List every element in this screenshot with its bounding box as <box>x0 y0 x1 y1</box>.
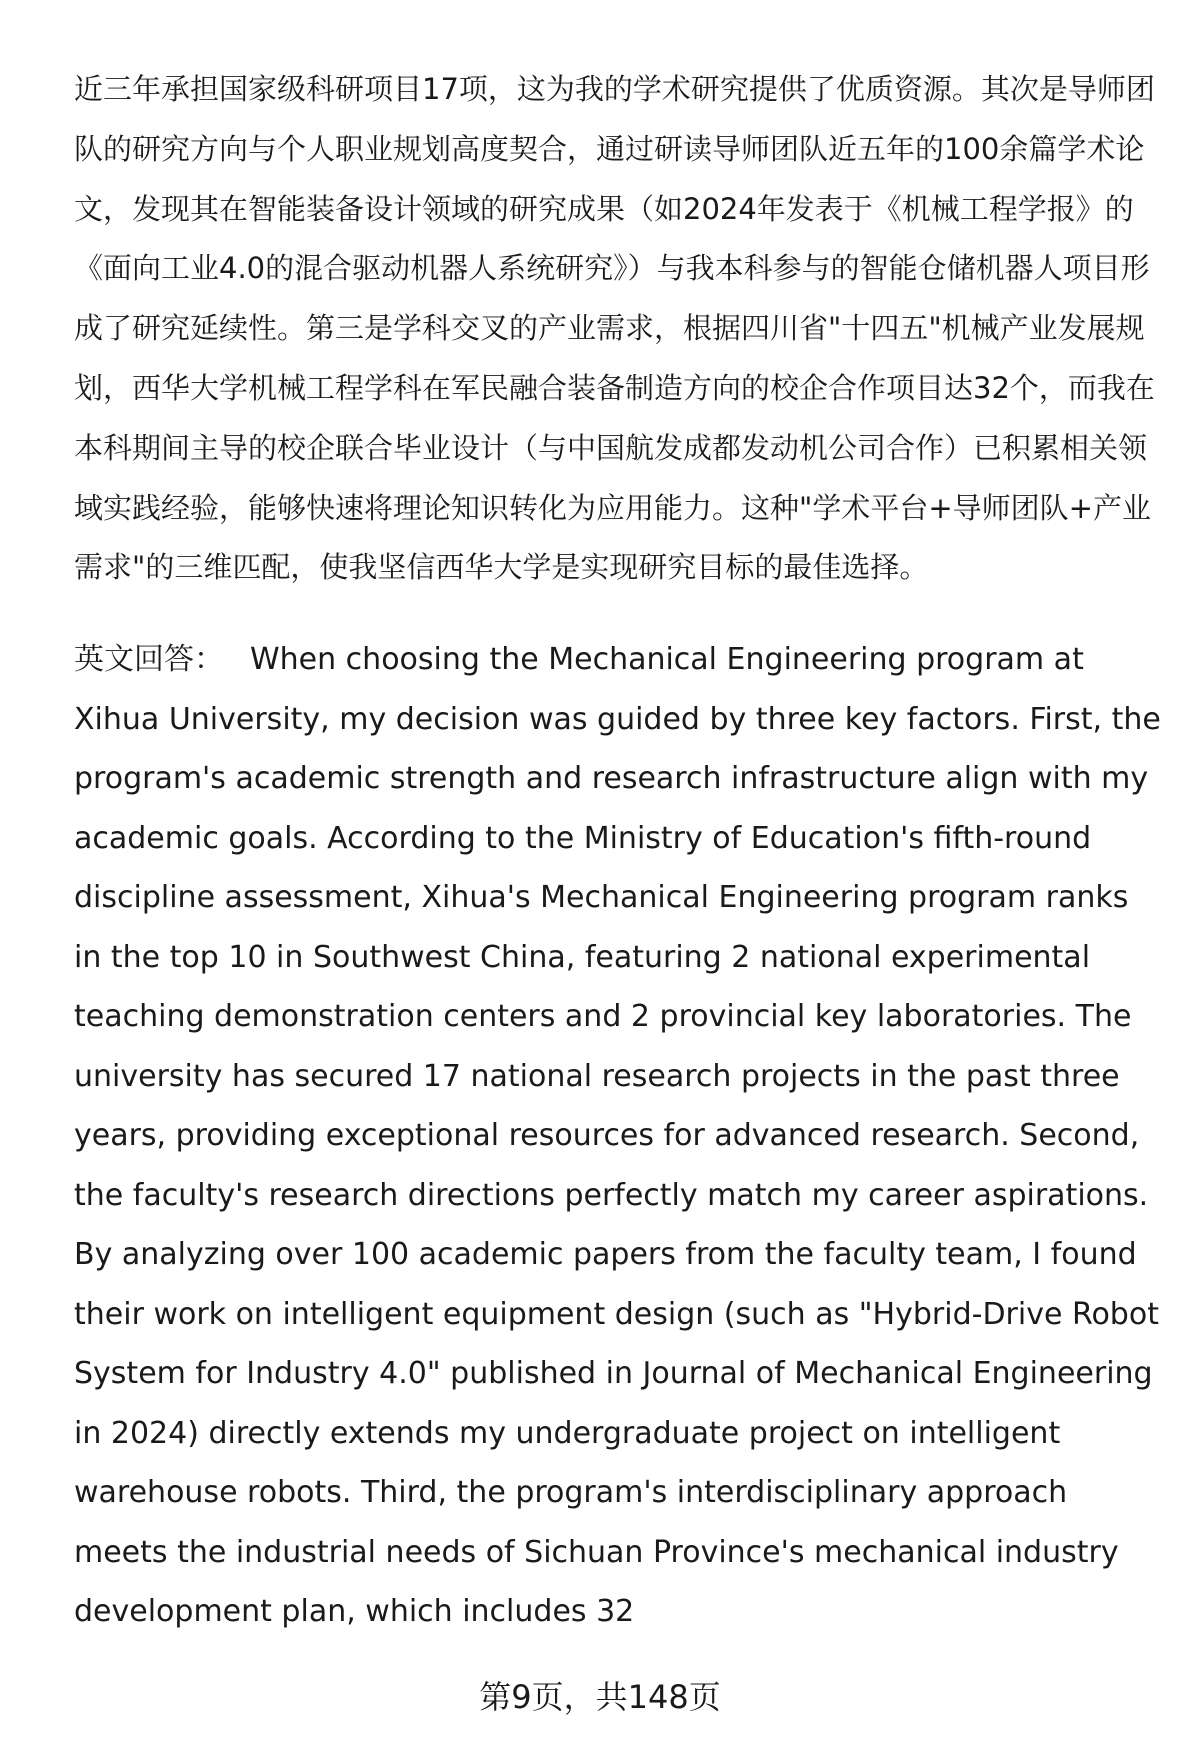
chinese-answer-paragraph: 近三年承担国家级科研项目17项，这为我的学术研究提供了优质资源。其次是导师团队的研究方向与个人职业规划高度契合，通过研读导师团队近五年的100余篇学术论文，发现其在智能装备设计领域的研究成果（如2024年发表于《机械工程学报》的《面向工业4.0的混合驱动机器人系统研究》）与我本科参与的智能仓储机器人项目形成了研究延续性。第三是学科交叉的产业需求，根据四川省"十四五"机械产业发展规划，西华大学机械工程学科在军民融合装备制造方向的校企合作项目达32个，而我在本科期间主导的校企联合毕业设计（与中国航发成都发动机公司合作）已积累相关领域实践经验，能够快速将理论知识转化为应用能力。这种"学术平台+导师团队+产业需求"的三维匹配，使我坚信西华大学是实现研究目标的最佳选择。 <box>74 72 1155 585</box>
english-answer-label: 英文回答： <box>74 642 224 678</box>
page-number-footer: 第9页，共148页 <box>479 1678 721 1716</box>
english-answer-block <box>74 630 1164 1642</box>
document-page <box>74 60 1164 1642</box>
english-answer-paragraph: When choosing the Mechanical Engineering program at Xihua University, my decision was guided by three key factors. First, the program's academic strength and research infrastructure align with my academic goals. According to the Ministry of Education's fifth-round discipline assessment, Xihua's Mechanical Engineering program ranks in the top 10 in Southwest China, featuring 2 national experimental teaching demonstration centers and 2 provincial key laboratories. The university has secured 17 national research projects in the past three years, providing exceptional resources for advanced research. Second, the faculty's research directions perfectly match my career aspirations. By analyzing over 100 academic papers from the faculty team, I found their work on intelligent equipment design (such as "Hybrid-Drive Robot System for Industry 4.0" published in Journal of Mechanical Engineering in 2024) directly extends my undergraduate project on intelligent warehouse robots. Third, the program's interdisciplinary approach meets the industrial needs of Sichuan Province's mechanical industry development plan, which includes 32 <box>74 642 1161 1630</box>
